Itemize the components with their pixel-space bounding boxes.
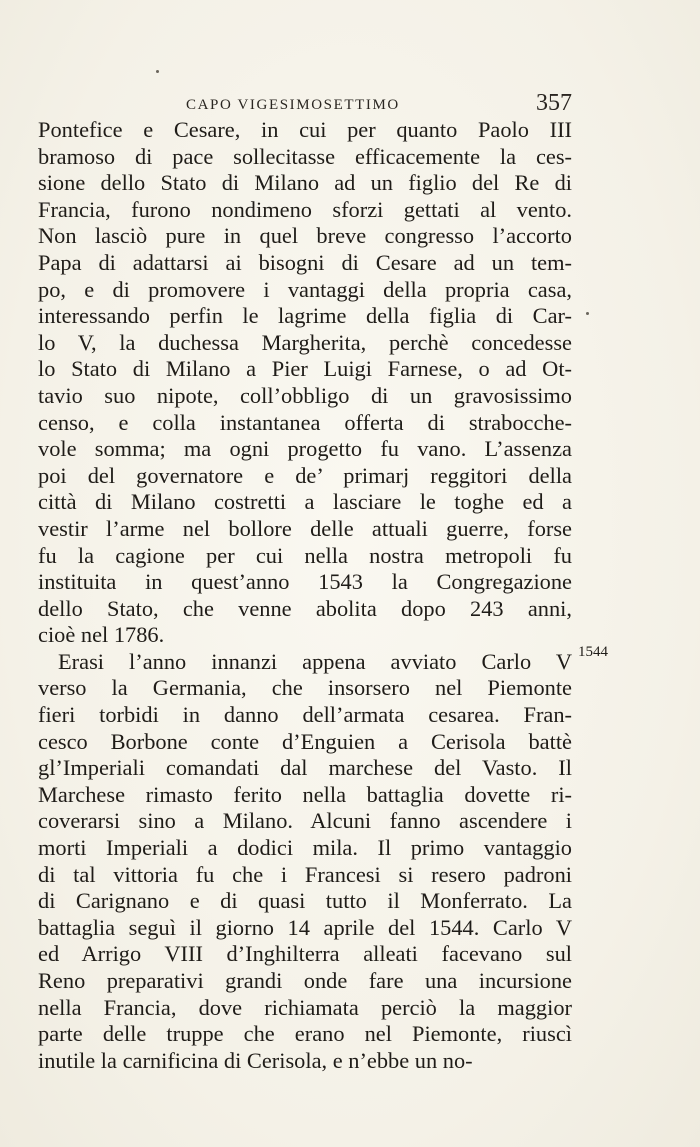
text-line: censo, e colla instantanea offerta di strabocche- (38, 409, 572, 435)
text-line: cesco Borbone conte d’Enguien a Cerisola battè (38, 728, 572, 754)
text-line: gl’Imperiali comandati dal marchese del Vasto. Il (38, 755, 572, 781)
text-line: di tal vittoria fu che i Francesi si resero padroni (38, 861, 572, 887)
text-line: parte delle truppe che erano nel Piemonte, riuscì (38, 1021, 572, 1047)
page-header (38, 90, 572, 120)
text-line: nella Francia, dove richiamata perciò la maggior (38, 994, 572, 1020)
paper-speck (156, 70, 159, 73)
text-line: coverarsi sino a Milano. Alcuni fanno ascendere i (38, 808, 572, 834)
text-line: dello Stato, che venne abolita dopo 243 anni, (38, 595, 572, 621)
text-line: vestir l’arme nel bollore delle attuali guerre, forse (38, 515, 572, 541)
text-line: interessando perfin le lagrime della figlia di Car- (38, 303, 572, 329)
text-line: lo V, la duchessa Margherita, perchè concedesse (38, 329, 572, 355)
text-line: Francia, furono nondimeno sforzi gettati al vento. (38, 196, 572, 222)
body-text (38, 117, 572, 1074)
text-line: Papa di adattarsi ai bisogni di Cesare ad un tem- (38, 249, 572, 275)
text-line: ed Arrigo VIII d’Inghilterra alleati facevano sul (38, 941, 572, 967)
text-line: bramoso di pace sollecitasse efficacemente la ces- (38, 143, 572, 169)
margin-note-year: 1544 (578, 644, 608, 660)
text-line: instituita in quest’anno 1543 la Congregazione (38, 569, 572, 595)
paper-speck (586, 312, 589, 315)
text-line: battaglia seguì il giorno 14 aprile del 1544. Carlo V (38, 914, 572, 940)
text-line: vole somma; ma ogni progetto fu vano. L’assenza (38, 436, 572, 462)
text-line: inutile la carnificina di Cerisola, e n’ebbe un no- (38, 1047, 473, 1073)
text-line: Erasi l’anno innanzi appena avviato Carlo V (58, 648, 572, 674)
text-line: fieri torbidi in danno dell’armata cesarea. Fran- (38, 702, 572, 728)
text-line: po, e di promovere i vantaggi della propria casa, (38, 276, 572, 302)
text-line: Reno preparativi grandi onde fare una incursione (38, 968, 572, 993)
text-line: fu la cagione per cui nella nostra metropoli fu (38, 542, 572, 568)
text-line: tavio suo nipote, coll’obbligo di un gravosissimo (38, 382, 572, 408)
text-line: cioè nel 1786. (38, 622, 165, 648)
page-number: 357 (536, 90, 572, 116)
text-line: verso la Germania, che insorsero nel Piemonte (38, 675, 572, 701)
text-line: morti Imperiali a dodici mila. Il primo vantaggio (38, 835, 572, 861)
text-line: Non lasciò pure in quel breve congresso l’accorto (38, 223, 572, 249)
running-title: CAPO VIGESIMOSETTIMO (186, 97, 400, 113)
text-line: poi del governatore e de’ primarj reggitori della (38, 462, 572, 488)
text-line: sione dello Stato di Milano ad un figlio del Re di (38, 170, 572, 196)
text-line: Pontefice e Cesare, in cui per quanto Paolo III (38, 117, 572, 142)
text-line: di Carignano e di quasi tutto il Monferrato. La (38, 888, 572, 914)
text-line: città di Milano costretti a lasciare le toghe ed a (38, 489, 572, 515)
text-line: lo Stato di Milano a Pier Luigi Farnese, o ad Ot- (38, 356, 572, 382)
text-line: Marchese rimasto ferito nella battaglia dovette ri- (38, 781, 572, 807)
